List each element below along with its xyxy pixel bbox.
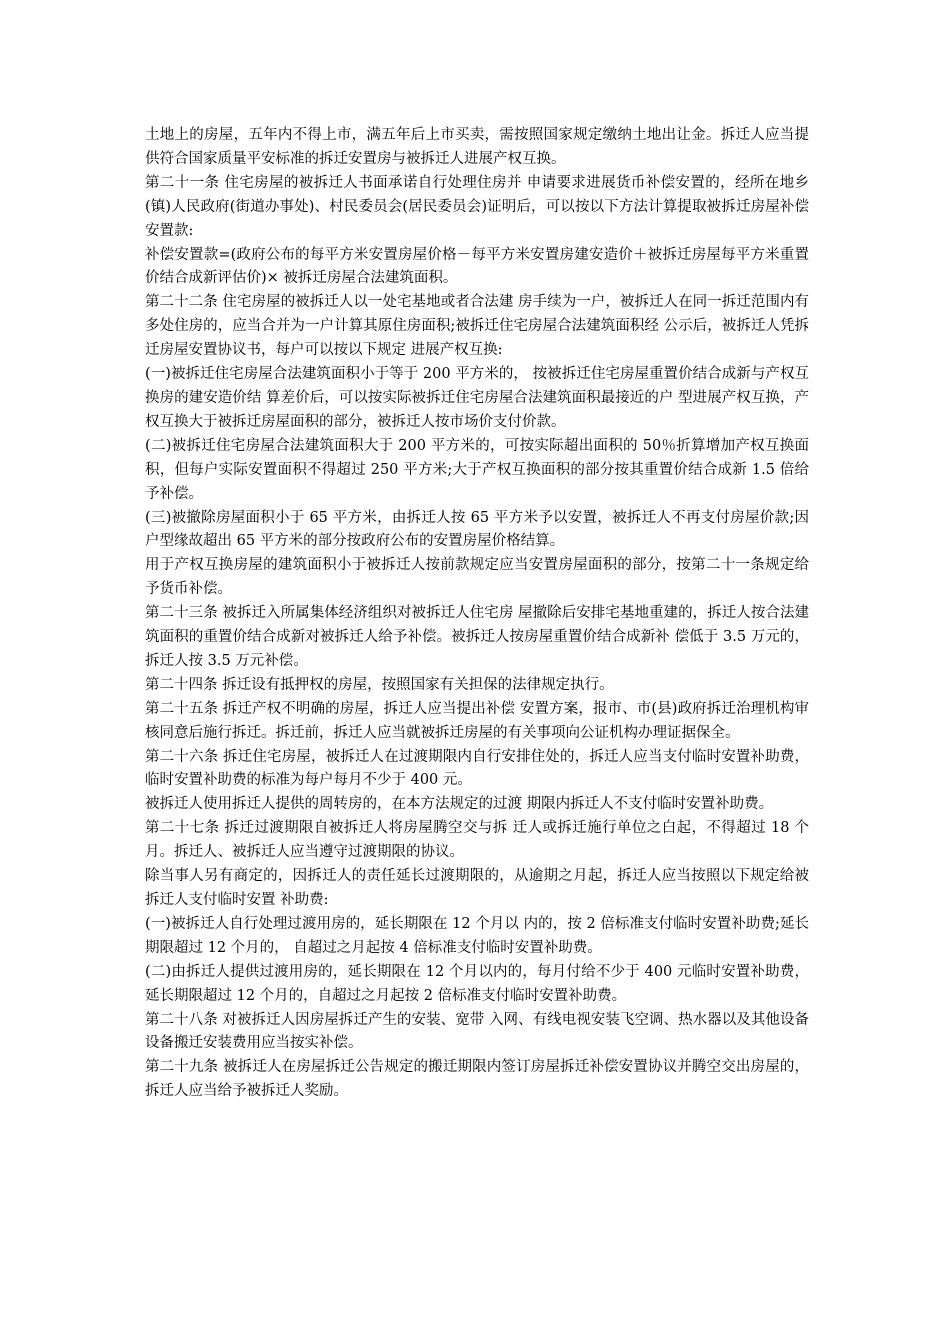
paragraph-1: 土地上的房屋，五年内不得上市，满五年后上市买卖，需按照国家规定缴纳土地出让金。拆迁人应当提供符合国家质量平安标准的拆迁安置房与被拆迁人进展产权互换。 xyxy=(145,127,809,167)
paragraph-extension-item-2: (二)由拆迁人提供过渡用房的，延长期限在 12 个月以内的，每月付给不少于 400 元临时安置补助费，延长期限超过 12 个月的，自超过之月起按 2 倍标准支付临时安置补助费。 xyxy=(145,963,809,1004)
paragraph-item-3: (三)被撤除房屋面积小于 65 平方米，由拆迁人按 65 平方米予以安置，被拆迁人不再支付房屋价款;因户型缘故超出 65 平方米的部分按政府公布的安置房屋价格结算。 xyxy=(145,509,809,550)
paragraph-article-27: 第二十七条 拆迁过渡期限自被拆迁人将房屋腾空交与拆 迁人或拆迁施行单位之白起，不得超过 18 个月。拆迁人、被拆迁人应当遵守过渡期限的协议。 xyxy=(145,820,809,861)
paragraph-article-25: 第二十五条 拆迁产权不明确的房屋，拆迁人应当提出补偿 安置方案，报市、市(县)政府拆迁治理机构审核同意后施行拆迁。拆迁前，拆迁人应当就被拆迁房屋的有关事项向公证机构办理证据保全。 xyxy=(145,700,809,741)
paragraph-article-28: 第二十八条 对被拆迁人因房屋拆迁产生的安装、宽带 入网、有线电视安装飞空调、热水器以及其他设备设备搬迁安装费用应当按实补偿。 xyxy=(145,1011,809,1052)
document-body xyxy=(145,124,809,1104)
paragraph-extension: 除当事人另有商定的，因拆迁人的责任延长过渡期限的，从逾期之月起，拆迁人应当按照以下规定给被拆迁人支付临时安置 补助费: xyxy=(145,868,809,908)
paragraph-extension-item-1: (一)被拆迁人自行处理过渡用房的，延长期限在 12 个月以 内的，按 2 倍标准支付临时安置补助费;延长期限超过 12 个月的， 自超过之月起按 4 倍标准支付临时安置补助费。 xyxy=(145,915,809,956)
paragraph-article-22: 第二十二条 住宅房屋的被拆迁人以一处宅基地或者合法建 房手续为一户，被拆迁人在同一拆迁范围内有多处住房的，应当合并为一户计算其原住房面积;被拆迁住宅房屋合法建筑面积经 公示后，被拆迁人凭拆迁房屋安置协议书，每户可以按以下规定 进展产权互换: xyxy=(145,294,809,359)
paragraph-item-1: (一)被拆迁住宅房屋合法建筑面积小于等于 200 平方米的， 按被拆迁住宅房屋重置价结合成新与产权互换房的建安造价结 算差价后，可以按实际被拆迁住宅房屋合法建筑面积最接近的户 型进展产权互换，产权互换大于被拆迁房屋面积的部分，被拆迁人按市场价支付价款。 xyxy=(145,366,809,430)
paragraph-article-26: 第二十六条 拆迁住宅房屋，被拆迁人在过渡期限内自行安排住处的，拆迁人应当支付临时安置补助费，临时安置补助费的标准为每户每月不少于 400 元。 xyxy=(145,748,809,789)
paragraph-formula: 补偿安置款=(政府公布的每平方米安置房屋价格－每平方米安置房建安造价＋被拆迁房屋每平方米重置价结合成新评估价)× 被拆迁房屋合法建筑面积。 xyxy=(145,246,809,287)
paragraph-article-21: 第二十一条 住宅房屋的被拆迁人书面承诺自行处理住房并 申请要求进展货币补偿安置的，经所在地乡(镇)人民政府(街道办事处)、村民委员会(居民委员会)证明后，可以按以下方法计算提取被拆迁房屋补偿安置款: xyxy=(145,174,809,239)
paragraph-article-29: 第二十九条 被拆迁人在房屋拆迁公告规定的搬迁期限内签订房屋拆迁补偿安置协议并腾空交出房屋的，拆迁人应当给予被拆迁人奖励。 xyxy=(145,1059,809,1100)
paragraph-item-2: (二)被拆迁住宅房屋合法建筑面积大于 200 平方米的，可按实际超出面积的 50％折算增加产权互换面积，但每户实际安置面积不得超过 250 平方米;大于产权互换面积的部分按其重置价结合成新 1.5 倍给予补偿。 xyxy=(145,437,809,502)
paragraph-article-24: 第二十四条 拆迁设有抵押权的房屋，按照国家有关担保的法律规定执行。 xyxy=(145,676,614,693)
paragraph-article-23: 第二十三条 被拆迁入所属集体经济组织对被拆迁人住宅房 屋撤除后安排宅基地重建的，拆迁人按合法建筑面积的重置价结合成新对被拆迁人给予补偿。被拆迁人按房屋重置价结合成新补 偿低于 3.5 万元的，拆迁人按 3.5 万元补偿。 xyxy=(145,605,809,669)
paragraph-turnover-housing: 被拆迁人使用拆迁人提供的周转房的，在本方法规定的过渡 期限内拆迁人不支付临时安置补助费。 xyxy=(145,796,774,813)
paragraph-area-shortfall: 用于产权互换房屋的建筑面积小于被拆迁人按前款规定应当安置房屋面积的部分，按第二十一条规定给予货币补偿。 xyxy=(145,557,809,598)
